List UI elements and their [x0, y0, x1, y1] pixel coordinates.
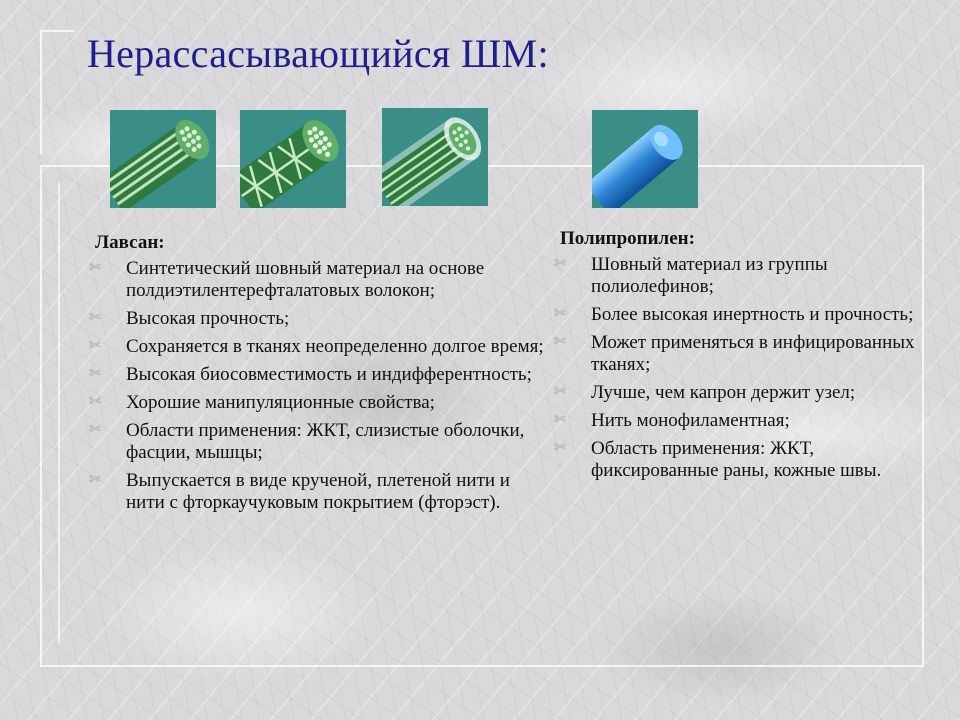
list-item: ✂ Высокая биосовместимость и индифферентность;	[89, 364, 532, 385]
lavsan-column	[89, 232, 545, 520]
monofilament-suture-image	[592, 110, 698, 208]
list-item: ✂ Выпускается в виде крученой, плетеной нити и нити с фторкаучуковым покрытием (фторэст).	[89, 470, 510, 513]
list-item: ✂ Сохраняется в тканях неопределенно долгое время;	[89, 336, 544, 357]
braided-suture-image-1	[110, 110, 216, 208]
polypropylene-heading: Полипропилен:	[560, 228, 695, 249]
list-item: ✂ Высокая прочность;	[89, 308, 290, 329]
list-item: ✂ Может применяться в инфицированных тканях;	[554, 332, 915, 375]
scissors-icon: ✂	[89, 260, 102, 276]
decorative-frame-top	[40, 30, 74, 154]
list-item: ✂ Синтетический шовный материал на основе полдиэтилентерефталатовых волокон;	[89, 258, 485, 301]
list-item: ✂ Лучше, чем капрон держит узел;	[554, 382, 856, 403]
scissors-icon: ✂	[554, 306, 567, 322]
polypropylene-list	[554, 254, 935, 482]
list-item: ✂ Нить монофиламентная;	[554, 410, 790, 431]
list-item: ✂ Области применения: ЖКТ, слизистые оболочки, фасции, мышцы;	[89, 420, 525, 463]
scissors-icon: ✂	[89, 338, 102, 354]
list-item: ✂ Область применения: ЖКТ, фиксированные раны, кожные швы.	[554, 438, 882, 481]
scissors-icon: ✂	[89, 366, 102, 382]
polypropylene-column	[554, 228, 935, 488]
decorative-frame-inner	[58, 183, 74, 643]
scissors-icon: ✂	[554, 384, 567, 400]
lavsan-heading: Лавсан:	[95, 232, 165, 253]
scissors-icon: ✂	[554, 256, 567, 272]
slide-title: Нерассасывающийся ШМ:	[87, 31, 549, 76]
list-item: ✂ Хорошие манипуляционные свойства;	[89, 392, 435, 413]
scissors-icon: ✂	[89, 310, 102, 326]
scissors-icon: ✂	[89, 472, 102, 488]
list-item: ✂ Более высокая инертность и прочность;	[554, 304, 914, 325]
list-item: ✂ Шовный материал из группы полиолефинов;	[554, 254, 828, 297]
scissors-icon: ✂	[89, 394, 102, 410]
braided-suture-image-2	[240, 110, 346, 208]
scissors-icon: ✂	[554, 334, 567, 350]
scissors-icon: ✂	[554, 440, 567, 456]
scissors-icon: ✂	[89, 422, 102, 438]
scissors-icon: ✂	[554, 412, 567, 428]
coated-braided-suture-image	[382, 108, 488, 206]
lavsan-list	[89, 258, 545, 514]
